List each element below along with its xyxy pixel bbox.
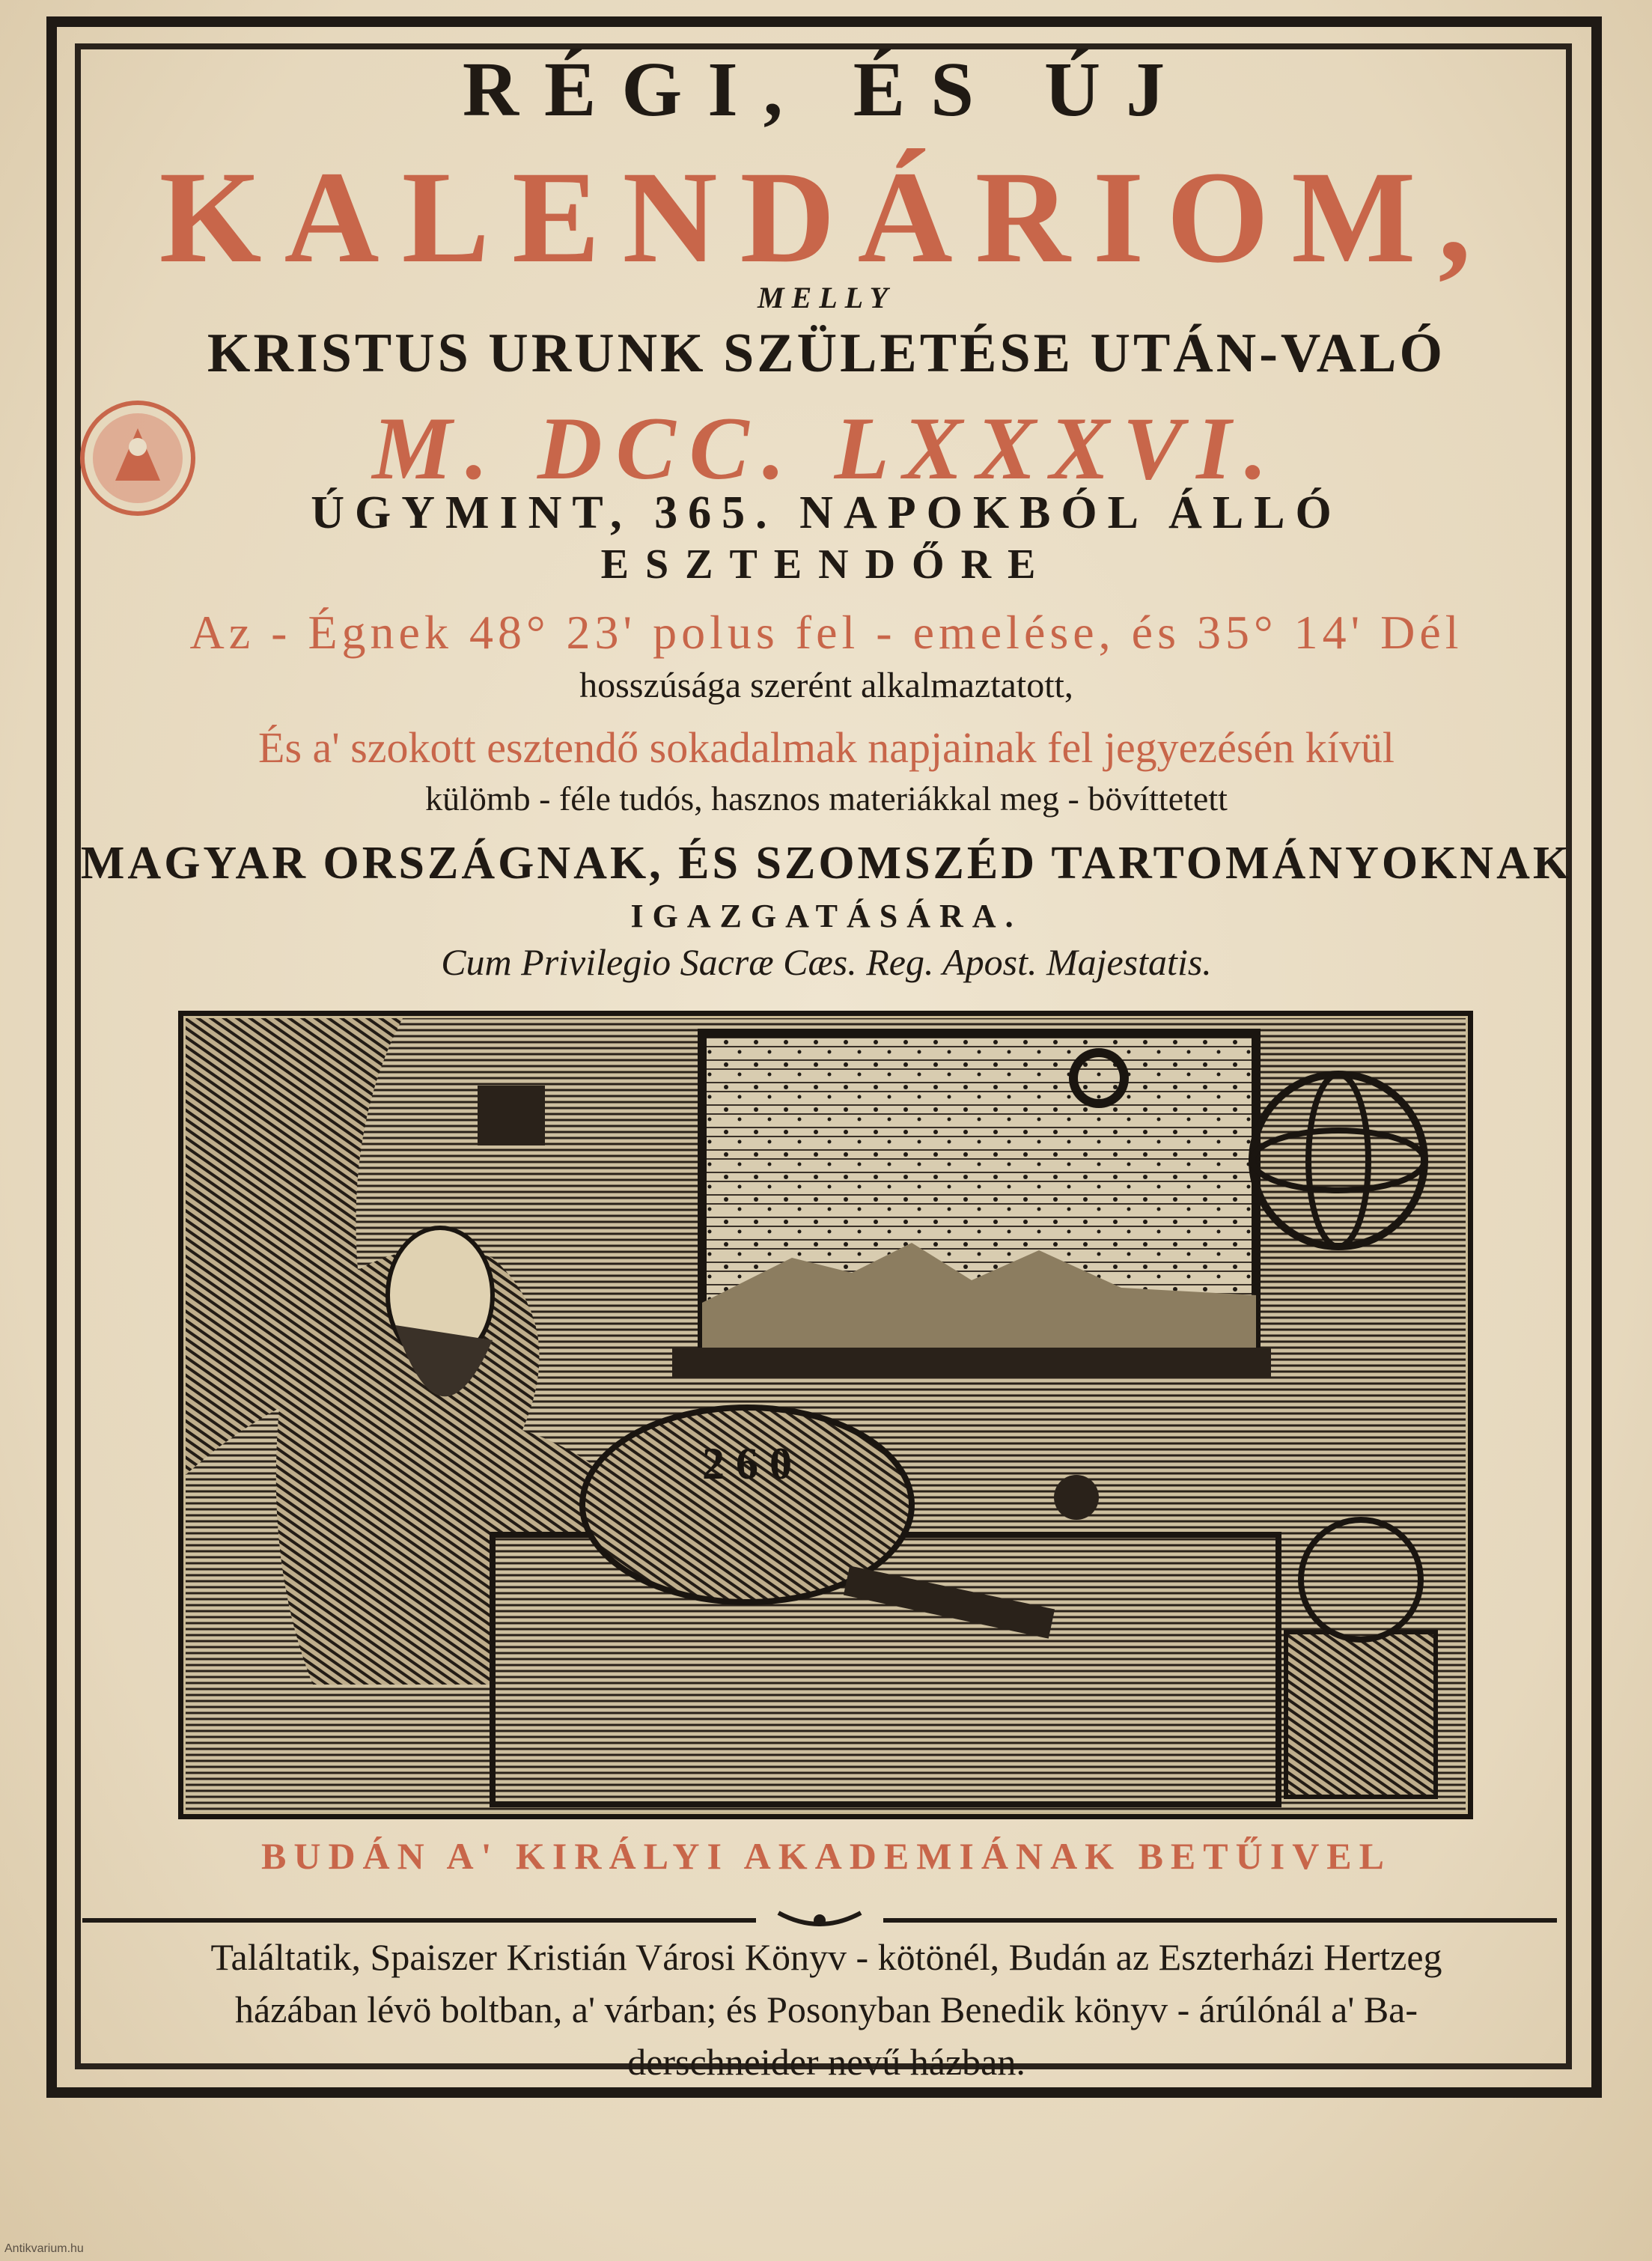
imprint-line: BUDÁN A' KIRÁLYI AKADEMIÁNAK BETŰIVEL xyxy=(260,1835,1392,1877)
title-line-1: RÉGI, ÉS ÚJ xyxy=(462,46,1191,133)
title-line-6: ESZTENDŐRE xyxy=(600,541,1052,588)
title-line-5: ÚGYMINT, 365. NAPOKBÓL ÁLLÓ xyxy=(311,487,1342,538)
footer-line-2: házában lévö boltban, a' várban; és Posonyban Benedik könyv - árúlónál a' Ba- xyxy=(234,1988,1418,2030)
footer-line-3: derschneider nevű házban. xyxy=(627,2041,1025,2083)
privilege-line: Cum Privilegio Sacræ Cæs. Reg. Apost. Majestatis. xyxy=(441,941,1212,983)
ornamental-rule xyxy=(82,1905,1557,1935)
title-mely: MELLY xyxy=(757,281,896,314)
watermark: Antikvarium.hu xyxy=(4,2242,84,2255)
title-line-3: KRISTUS URUNK SZÜLETÉSE UTÁN-VALÓ xyxy=(207,323,1446,384)
globe-number-label: 2 6 0 xyxy=(702,1439,792,1488)
astronomer-woodcut xyxy=(178,1011,1473,1819)
body-line-7: Az - Égnek 48° 23' polus fel - emelése, és 35° 14' Dél xyxy=(189,606,1463,659)
footer-line-1: Találtatik, Spaiszer Kristián Városi Könyv - kötönél, Budán az Eszterházi Hertzeg xyxy=(210,1936,1442,1978)
year-roman: M. DCC. LXXXVI. xyxy=(372,398,1281,498)
title-kalendariom: KALENDÁRIOM, xyxy=(159,144,1494,290)
body-line-9: És a' szokott esztendő sokadalmak napjainak fel jegyezésén kívül xyxy=(258,723,1395,772)
body-line-11: MAGYAR ORSZÁGNAK, ÉS SZOMSZÉD TARTOMÁNYOKNAK xyxy=(80,838,1573,889)
body-line-8: hosszúsága szerént alkalmaztatott, xyxy=(579,666,1073,705)
body-line-12: IGAZGATÁSÁRA. xyxy=(630,898,1022,934)
body-line-10: külömb - féle tudós, hasznos materiákkal meg - bövíttetett xyxy=(425,779,1228,818)
